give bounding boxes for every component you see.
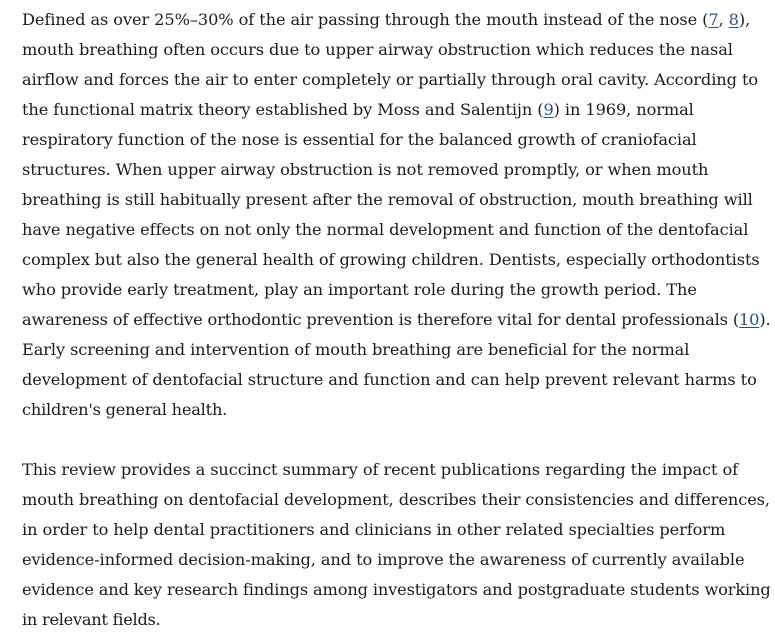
text-line: evidence-informed decision-making, and to improve the awareness of currently available — [22, 550, 745, 569]
text-line: in order to help dental practitioners and clinicians in other related specialties perform — [22, 520, 726, 539]
text-line: complex but also the general health of growing children. Dentists, especially orthodontists — [22, 250, 760, 269]
text-line: in relevant fields. — [22, 610, 161, 629]
text-segment: Defined as over 25%–30% of the air passing through the mouth instead of the nose ( — [22, 10, 709, 29]
text-line: have negative effects on not only the normal development and function of the dentofacial — [22, 220, 749, 239]
text-line: mouth breathing often occurs due to upper airway obstruction which reduces the nasal — [22, 40, 733, 59]
text-line: breathing is still habitually present after the removal of obstruction, mouth breathing will — [22, 190, 753, 209]
text-line: development of dentofacial structure and function and can help prevent relevant harms to — [22, 370, 757, 389]
text-line: children's general health. — [22, 400, 228, 419]
citation-link-8[interactable]: 8 — [728, 10, 739, 29]
text-segment: ). — [759, 310, 771, 329]
text-line: structures. When upper airway obstruction is not removed promptly, or when mouth — [22, 160, 709, 179]
text-line: Early screening and intervention of mouth breathing are beneficial for the normal — [22, 340, 690, 359]
text-line — [22, 305, 775, 335]
text-line: mouth breathing on dentofacial development, describes their consistencies and differences, — [22, 490, 770, 509]
text-line — [22, 5, 775, 35]
text-line: This review provides a succinct summary of recent publications regarding the impact of — [22, 460, 739, 479]
paragraph-review-scope — [22, 455, 775, 635]
text-line: evidence and key research findings among investigators and postgraduate students working — [22, 580, 771, 599]
text-segment: awareness of effective orthodontic prevention is therefore vital for dental professionals ( — [22, 310, 740, 329]
text-segment: the functional matrix theory established by Moss and Salentijn ( — [22, 100, 544, 119]
text-line: airflow and forces the air to enter completely or partially through oral cavity. According to — [22, 70, 759, 89]
text-segment: ) in 1969, normal — [553, 100, 694, 119]
text-line: respiratory function of the nose is essential for the balanced growth of craniofacial — [22, 130, 697, 149]
paragraph-introduction — [22, 5, 775, 425]
citation-link-10[interactable]: 10 — [739, 310, 760, 329]
text-line — [22, 95, 775, 125]
text-segment: , — [718, 10, 729, 29]
text-line: who provide early treatment, play an important role during the growth period. The — [22, 280, 697, 299]
citation-link-9[interactable]: 9 — [543, 100, 554, 119]
text-segment: ), — [738, 10, 751, 29]
citation-link-7[interactable]: 7 — [708, 10, 719, 29]
